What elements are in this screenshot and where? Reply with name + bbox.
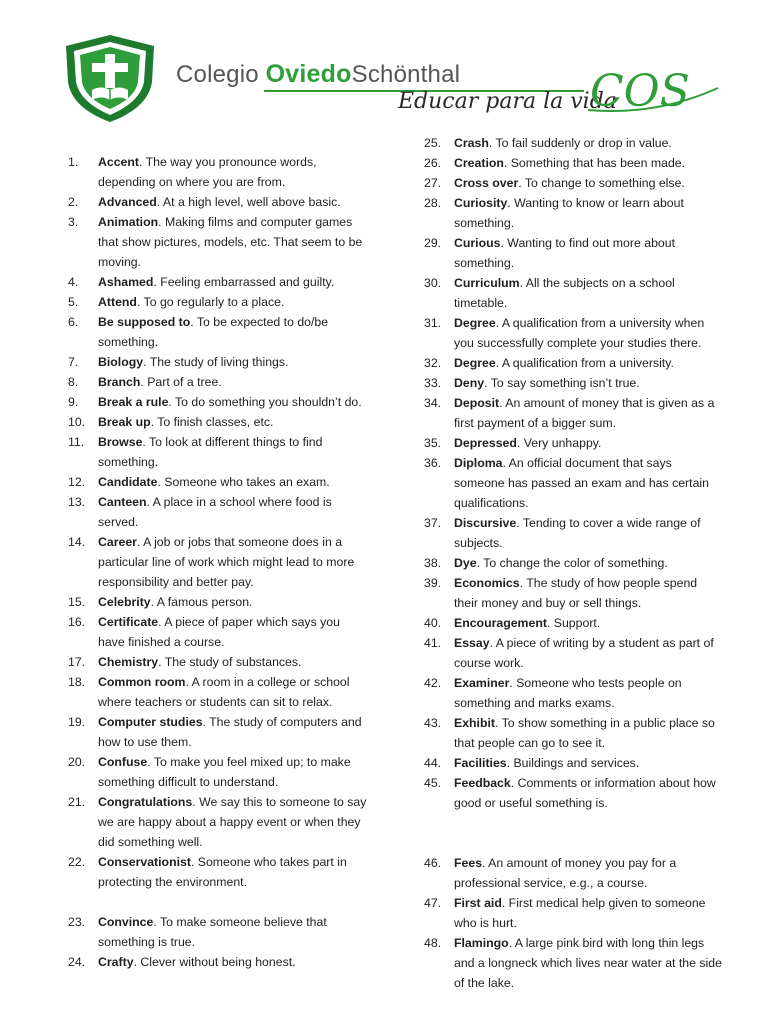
entry-term: Exhibit [454,716,495,730]
entry-definition: . An official document that says someone has passed an exam and has certain qualifications. [454,456,709,510]
entry-number: 1. [68,155,79,169]
entry-number: 21. [68,795,86,809]
glossary-entry [424,573,724,613]
entry-definition: . A piece of writing by a student as part of course work. [454,636,714,670]
entry-term: Confuse [98,755,148,769]
glossary-entry [68,472,368,492]
entry-definition: . The study of computers and how to use them. [98,715,362,749]
glossary-entry [424,773,724,813]
entry-term: Essay [454,636,490,650]
glossary-entry [424,353,724,373]
entry-term: Depressed [454,436,517,450]
entry-definition: . At a high level, well above basic. [156,195,341,209]
glossary-entry [424,153,724,173]
entry-definition: . To look at different things to find something. [98,435,323,469]
glossary-entry [424,273,724,313]
entry-number: 11. [68,435,85,449]
entry-definition: . To change the color of something. [476,556,668,570]
entry-term: Common room [98,675,186,689]
glossary-entry [424,233,724,273]
glossary-entry [424,713,724,753]
entry-term: Advanced [98,195,157,209]
entry-number: 12. [68,475,86,489]
school-name-suffix: Schönthal [351,61,461,88]
entry-term: Convince [98,915,154,929]
entry-definition: . Wanting to know or learn about something. [454,196,684,230]
entry-term: Encouragement [454,616,547,630]
entry-number: 41. [424,636,442,650]
glossary-entry [424,393,724,433]
entry-number: 20. [68,755,86,769]
glossary-entry [68,152,368,192]
entry-term: Curriculum [454,276,520,290]
entry-term: Certificate [98,615,159,629]
entry-number: 10. [68,415,86,429]
entry-number: 34. [424,396,442,410]
entry-number: 13. [68,495,86,509]
entry-term: Facilities [454,756,507,770]
entry-term: Ashamed [98,275,154,289]
entry-definition: . Something that has been made. [503,156,686,170]
glossary-entry [424,853,724,893]
entry-number: 37. [424,516,442,530]
entry-number: 27. [424,176,442,190]
entry-term: Break a rule [98,395,169,409]
entry-number: 44. [424,756,442,770]
glossary-entry [68,272,368,292]
entry-term: Be supposed to [98,315,191,329]
glossary-entry [424,753,724,773]
glossary-entry [424,553,724,573]
entry-definition: . Clever without being honest. [133,955,296,969]
glossary-column-left [68,152,368,972]
entry-number: 14. [68,535,86,549]
glossary-entry [68,532,368,592]
entry-term: Creation [454,156,504,170]
entry-number: 29. [424,236,442,250]
glossary-entry [68,392,368,412]
glossary-entry [68,492,368,532]
entry-definition: . The study of substances. [158,655,302,669]
glossary-entry [68,372,368,392]
entry-number: 45. [424,776,442,790]
glossary-entry [424,513,724,553]
entry-term: Degree [454,316,496,330]
entry-term: Curious [454,236,501,250]
entry-term: Browse [98,435,143,449]
entry-number: 23. [68,915,86,929]
glossary-entry [424,453,724,513]
entry-definition: . Feeling embarrassed and guilty. [153,275,335,289]
entry-definition: . Someone who tests people on something and marks exams. [454,676,682,710]
glossary-entry [68,192,368,212]
entry-term: Crafty [98,955,134,969]
entry-term: Branch [98,375,141,389]
glossary-entry [68,212,368,272]
entry-number: 9. [68,395,79,409]
glossary-entry [424,433,724,453]
entry-definition: . First medical help given to someone who is hurt. [454,896,706,930]
entry-number: 35. [424,436,442,450]
glossary-entry [424,613,724,633]
glossary-entry [68,612,368,652]
entry-term: Curiosity [454,196,508,210]
entry-number: 47. [424,896,442,910]
entry-number: 32. [424,356,442,370]
entry-number: 42. [424,676,442,690]
entry-definition: . To show something in a public place so that people can go to see it. [454,716,715,750]
entry-definition: . To fail suddenly or drop in value. [488,136,672,150]
entry-number: 8. [68,375,79,389]
entry-definition: . The way you pronounce words, depending on where you are from. [98,155,317,189]
entry-definition: . Comments or information about how good or useful something is. [454,776,716,810]
entry-number: 36. [424,456,442,470]
entry-term: Feedback [454,776,511,790]
entry-definition: . To do something you shouldn’t do. [168,395,362,409]
school-header [0,0,768,130]
entry-term: Economics [454,576,520,590]
glossary-entry [68,412,368,432]
entry-definition: . A room in a college or school where teachers or students can sit to relax. [98,675,350,709]
entry-definition: . To make someone believe that something is true. [98,915,327,949]
glossary-entry [68,952,368,972]
entry-number: 39. [424,576,442,590]
glossary-entry [424,893,724,933]
entry-term: Canteen [98,495,147,509]
entry-number: 22. [68,855,86,869]
entry-definition: . The study of how people spend their money and buy or sell things. [454,576,698,610]
glossary-entry [68,752,368,792]
entry-term: Deny [454,376,485,390]
glossary-entry [424,933,724,993]
entry-number: 38. [424,556,442,570]
entry-definition: . Buildings and services. [506,756,640,770]
glossary-entry [68,652,368,672]
entry-term: Candidate [98,475,158,489]
entry-definition: . An amount of money that is given as a first payment of a bigger sum. [454,396,715,430]
glossary-entry [68,312,368,352]
entry-number: 5. [68,295,79,309]
entry-term: Examiner [454,676,510,690]
entry-definition: . Someone who takes an exam. [157,475,330,489]
glossary-entry [424,133,724,153]
entry-definition: . A piece of paper which says you have finished a course. [98,615,340,649]
entry-number: 48. [424,936,442,950]
entry-definition: . All the subjects on a school timetable. [454,276,675,310]
entry-number: 43. [424,716,442,730]
entry-term: Celebrity [98,595,151,609]
glossary-entry [424,673,724,713]
entry-term: Attend [98,295,137,309]
entry-definition: . Part of a tree. [140,375,222,389]
entry-term: Flamingo [454,936,509,950]
entry-term: First aid [454,896,502,910]
entry-number: 3. [68,215,79,229]
entry-term: Career [98,535,137,549]
entry-number: 19. [68,715,86,729]
entry-number: 18. [68,675,86,689]
school-motto: Educar para la vida [398,89,617,114]
entry-term: Diploma [454,456,503,470]
entry-definition: . To finish classes, etc. [150,415,274,429]
entry-definition: . An amount of money you pay for a professional service, e.g., a course. [454,856,677,890]
entry-definition: . Making films and computer games that show pictures, models, etc. That seem to be moving. [98,215,363,269]
school-name-prefix: Colegio [176,61,266,88]
glossary-entry [68,712,368,752]
entry-definition: . Very unhappy. [516,436,602,450]
glossary-entry [68,912,368,952]
entry-term: Conservationist [98,855,191,869]
entry-number: 25. [424,136,442,150]
glossary-entry [68,672,368,712]
entry-term: Animation [98,215,159,229]
entry-definition: . A famous person. [150,595,253,609]
entry-number: 7. [68,355,79,369]
entry-definition: . We say this to someone to say we are happy about a happy event or when they did something well. [98,795,367,849]
entry-number: 40. [424,616,442,630]
entry-definition: . Someone who takes part in protecting the environment. [98,855,347,889]
entry-definition: . To change to something else. [518,176,685,190]
glossary-entry [68,352,368,372]
entry-definition: . To go regularly to a place. [136,295,285,309]
glossary-entry [68,292,368,312]
entry-definition: . A large pink bird with long thin legs and a longneck which lives near water at the side of the lake. [454,936,722,990]
entry-definition: . Tending to cover a wide range of subjects. [454,516,701,550]
entry-number: 4. [68,275,79,289]
entry-term: Cross over [454,176,519,190]
school-monogram [586,66,722,116]
entry-definition: . A qualification from a university. [495,356,674,370]
entry-number: 26. [424,156,442,170]
entry-term: Biology [98,355,144,369]
entry-number: 15. [68,595,86,609]
entry-term: Computer studies [98,715,203,729]
entry-definition: . To say something isn’t true. [484,376,640,390]
glossary-column-right [424,133,724,993]
entry-term: Chemistry [98,655,159,669]
entry-number: 33. [424,376,442,390]
entry-definition: . A qualification from a university when you successfully complete your studies there. [454,316,705,350]
entry-term: Discursive [454,516,517,530]
glossary-entry [424,173,724,193]
entry-term: Break up [98,415,151,429]
entry-definition: . A place in a school where food is served. [98,495,332,529]
entry-number: 17. [68,655,86,669]
entry-definition: . Wanting to find out more about something. [454,236,676,270]
glossary-entry [68,432,368,472]
school-name [176,60,460,89]
glossary-entry [424,373,724,393]
glossary-entry [68,792,368,852]
entry-definition: . To make you feel mixed up; to make something difficult to understand. [98,755,351,789]
entry-term: Accent [98,155,140,169]
entry-term: Deposit [454,396,500,410]
glossary-entry [68,592,368,612]
entry-number: 16. [68,615,86,629]
entry-term: Crash [454,136,489,150]
entry-number: 46. [424,856,442,870]
entry-term: Fees [454,856,483,870]
entry-definition: . A job or jobs that someone does in a particular line of work which might lead to more responsibility and better pay. [98,535,355,589]
monogram-text: COS [590,66,690,116]
entry-number: 24. [68,955,86,969]
entry-number: 31. [424,316,442,330]
entry-number: 28. [424,196,442,210]
entry-definition: . Support. [546,616,601,630]
glossary-entry [424,633,724,673]
entry-number: 6. [68,315,79,329]
entry-term: Congratulations [98,795,193,809]
entry-number: 2. [68,195,79,209]
entry-term: Dye [454,556,477,570]
entry-term: Degree [454,356,496,370]
entry-definition: . The study of living things. [143,355,289,369]
glossary-entry [68,852,368,892]
glossary-entry [424,193,724,233]
school-name-accent: Oviedo [265,60,352,88]
glossary-entry [424,313,724,353]
entry-definition: . To be expected to do/be something. [98,315,329,349]
entry-number: 30. [424,276,442,290]
school-shield-logo [56,32,164,124]
